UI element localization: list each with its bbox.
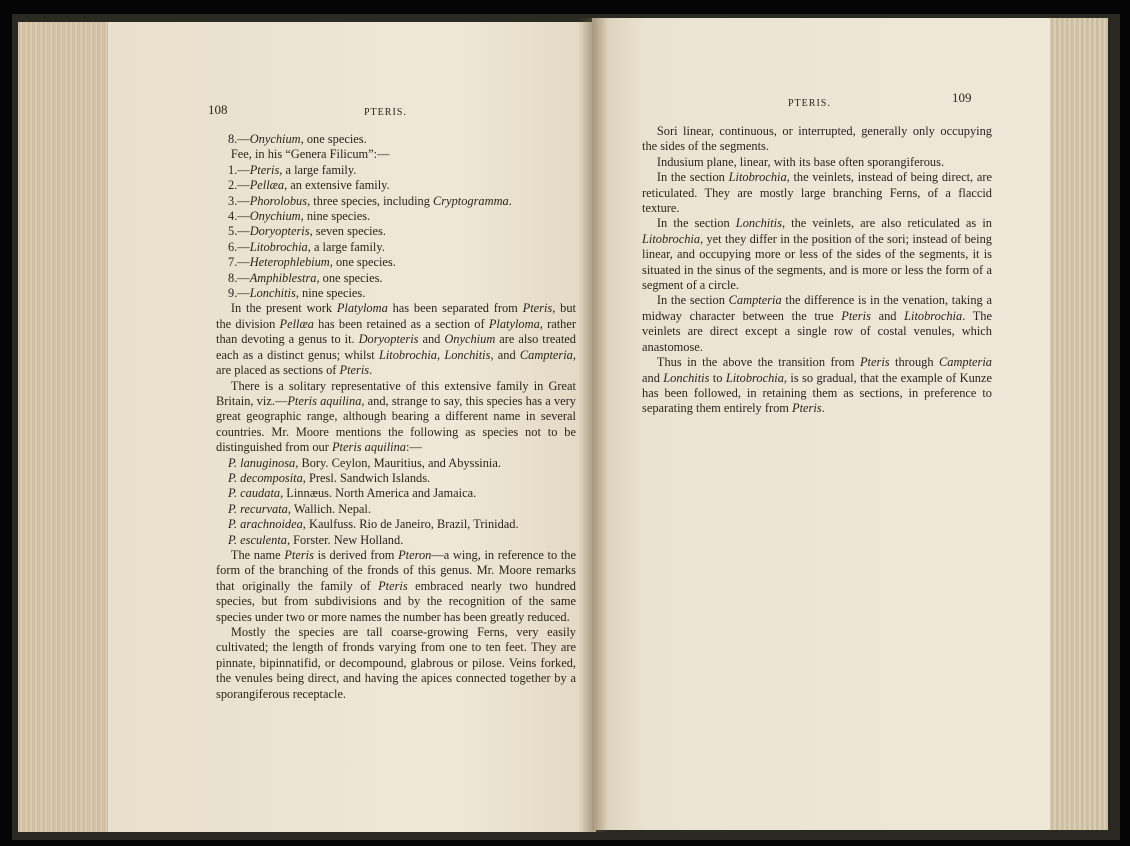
text-paragraph: Thus in the above the transition from Pteris through Campteria and Lonchitis to Litobrochia, is so gradual, that the example of Kunze has been followed, in retaining them as sections, in preference to separating them entirely from Pteris.: [642, 355, 992, 416]
text-paragraph: P. caudata, Linnæus. North America and Jamaica.: [228, 486, 477, 501]
text-paragraph: Fee, in his “Genera Filicum”:—: [230, 147, 390, 162]
text-paragraph: 1.—Pteris, a large family.: [228, 162, 357, 177]
text-paragraph: There is a solitary representative of this extensive family in Great Britain, viz.—Pteris aquilina, and, strange to say, this species has a very great geographic range, although bearing a different name in several countries. Mr. Moore mentions the following as species not to be distinguished from our Pteris aquilina:—: [216, 378, 576, 455]
text-paragraph: 6.—Litobrochia, a large family.: [228, 239, 385, 254]
text-paragraph: P. lanuginosa, Bory. Ceylon, Mauritius, and Abyssinia.: [228, 455, 501, 470]
right-page-number: 109: [952, 90, 972, 105]
text-paragraph: 2.—Pellæa, an extensive family.: [228, 178, 390, 193]
text-paragraph: 8.—Onychium, one species.: [228, 132, 367, 146]
left-page: [108, 22, 596, 832]
text-paragraph: In the present work Platyloma has been separated from Pteris, but the division Pellæa has been retained as a section of Platyloma, rather than devoting a genus to it. Doryopteris and Onychium are also treated each as a distinct genus; whilst Litobrochia, Lonchitis, and Campteria, are placed as sections of Pteris.: [216, 301, 577, 378]
left-page-edges: [18, 22, 110, 832]
right-page-edges: [1048, 18, 1108, 830]
text-paragraph: 7.—Heterophlebium, one species.: [228, 255, 396, 270]
text-paragraph: P. esculenta, Forster. New Holland.: [228, 532, 404, 547]
left-page-number: 108: [208, 102, 228, 117]
text-paragraph: 9.—Lonchitis, nine species.: [228, 286, 366, 301]
text-paragraph: Sori linear, continuous, or interrupted, generally only occupying the sides of the segments.: [642, 124, 992, 154]
text-paragraph: The name Pteris is derived from Pteron—a wing, in reference to the form of the branching of the fronds of this genus. Mr. Moore remarks that originally the family of Pteris embraced nearly two hundred species, but from subdivisions and by the recognition of the same species under two or more names the number has been greatly reduced.: [216, 547, 576, 624]
left-text-block: [216, 132, 576, 702]
text-paragraph: Mostly the species are tall coarse-growing Ferns, very easily cultivated; the length of fronds varying from one to ten feet. They are pinnate, bipinnatifid, or decompound, glabrous or pilose. Veins forked, the venules being direct, and having the apices connected together by a sporangiferous receptacle.: [216, 625, 576, 701]
book-gutter: [578, 18, 608, 832]
text-paragraph: P. arachnoidea, Kaulfuss. Rio de Janeiro, Brazil, Trinidad.: [228, 517, 519, 532]
right-text-block: [642, 124, 992, 417]
right-page: [592, 18, 1050, 830]
text-paragraph: 5.—Doryopteris, seven species.: [228, 224, 386, 239]
text-paragraph: In the section Campteria the difference is in the venation, taking a midway character between the true Pteris and Litobrochia. The veinlets are direct except a single row of costal venules, which anastomose.: [642, 293, 992, 354]
text-paragraph: 8.—Amphiblestra, one species.: [228, 270, 383, 285]
left-running-head: PTERIS.: [364, 107, 407, 118]
right-running-head: PTERIS.: [788, 98, 831, 109]
text-paragraph: 3.—Phorolobus, three species, including Cryptogramma.: [228, 193, 512, 208]
text-paragraph: In the section Lonchitis, the veinlets, are also reticulated as in Litobrochia, yet they differ in the position of the sori; instead of being linear, and occupying more or less of the sides of the segments, it is situated in the sinus of the segments, and is more or less the form of a segment of a circle.: [642, 216, 992, 293]
text-paragraph: Indusium plane, linear, with its base often sporangiferous.: [656, 154, 945, 169]
text-paragraph: P. decomposita, Presl. Sandwich Islands.: [228, 470, 431, 485]
text-paragraph: In the section Litobrochia, the veinlets, instead of being direct, are reticulated. They are mostly large branching Ferns, of a flaccid texture.: [642, 170, 992, 216]
text-paragraph: 4.—Onychium, nine species.: [228, 209, 371, 224]
text-paragraph: P. recurvata, Wallich. Nepal.: [228, 501, 371, 516]
